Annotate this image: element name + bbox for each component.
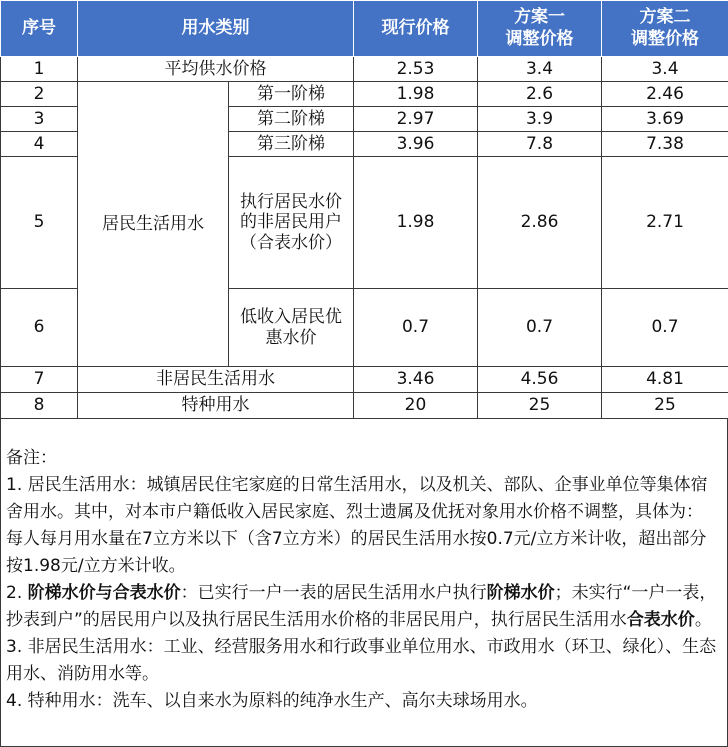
row-seq: 6 — [1, 289, 78, 367]
plan2-price: 2.46 — [602, 82, 728, 107]
plan1-price: 3.9 — [478, 107, 602, 132]
row-seq: 7 — [1, 367, 78, 393]
row-seq: 2 — [1, 82, 78, 107]
row-label: 平均供水价格 — [78, 57, 354, 82]
table-row — [1, 57, 728, 82]
header-plan2-line2: 调整价格 — [631, 28, 699, 49]
row-seq: 1 — [1, 57, 78, 82]
row-label-line2: 的非居民用户 — [240, 212, 342, 233]
note-2-text-2: ；未实行“一户一表，抄表到户”的居民用户以及执行居民生活用水价格的非居民用户，执行居民生活用水 — [6, 583, 717, 630]
notes-title: 备注： — [6, 448, 57, 468]
header-plan2-line1: 方案二 — [639, 7, 691, 28]
current-price: 2.53 — [354, 57, 478, 82]
note-2-term-combined: 合表水价 — [626, 610, 695, 630]
header-category: 用水类别 — [78, 1, 354, 57]
row-label — [229, 289, 354, 367]
plan1-price: 2.86 — [478, 157, 602, 289]
current-price: 20 — [354, 393, 478, 419]
note-2-text-3: 。 — [694, 610, 712, 630]
header-plan1-line1: 方案一 — [514, 7, 565, 28]
plan1-price: 2.6 — [478, 82, 602, 107]
row-seq: 5 — [1, 157, 78, 289]
row-label: 特种用水 — [78, 393, 354, 419]
row-label: 第二阶梯 — [229, 107, 354, 132]
note-2 — [6, 580, 717, 634]
note-2-term-tiered: 阶梯水价 — [486, 583, 555, 603]
current-price: 2.97 — [354, 107, 478, 132]
table-row — [1, 393, 728, 419]
plan1-price: 7.8 — [478, 132, 602, 157]
plan2-price: 0.7 — [602, 289, 728, 367]
header-row — [1, 1, 728, 57]
header-plan2 — [602, 1, 728, 57]
table-row — [1, 367, 728, 393]
plan1-price: 3.4 — [478, 57, 602, 82]
group-label-residential: 居民生活用水 — [78, 82, 229, 367]
note-3: 3. 非居民生活用水：工业、经营服务用水和行政事业单位用水、市政用水（环卫、绿化）、生态用水、消防用水等。 — [6, 637, 717, 684]
plan2-price: 2.71 — [602, 157, 728, 289]
plan2-price: 3.4 — [602, 57, 728, 82]
row-seq: 3 — [1, 107, 78, 132]
note-2-term-tiered-and-combined: 阶梯水价与合表水价 — [27, 583, 181, 603]
plan2-price: 3.69 — [602, 107, 728, 132]
header-plan1 — [478, 1, 602, 57]
row-seq: 8 — [1, 393, 78, 419]
current-price: 1.98 — [354, 157, 478, 289]
plan1-price: 0.7 — [478, 289, 602, 367]
row-label-line2: 惠水价 — [265, 327, 317, 348]
table-row — [1, 82, 728, 107]
row-label: 第三阶梯 — [229, 132, 354, 157]
current-price: 3.46 — [354, 367, 478, 393]
row-seq: 4 — [1, 132, 78, 157]
row-label-line3: （合表水价） — [240, 232, 342, 253]
row-label-line1: 低收入居民优 — [240, 307, 342, 328]
notes-section — [0, 418, 728, 747]
row-label-line1: 执行居民水价 — [240, 191, 342, 212]
note-2-prefix: 2. — [6, 583, 28, 603]
plan2-price: 4.81 — [602, 367, 728, 393]
row-label: 非居民生活用水 — [78, 367, 354, 393]
plan2-price: 7.38 — [602, 132, 728, 157]
note-1: 1. 居民生活用水：城镇居民住宅家庭的日常生活用水，以及机关、部队、企事业单位等集体宿舍用水。其中，对本市户籍低收入居民家庭、烈士遗属及优抚对象用水价格不调整，具体为：每人每月用水量在7立方米以下（含7立方米）的居民生活用水按0.7元/立方米计收，超出部分按1.98元/立方米计收。 — [6, 475, 708, 576]
row-label — [229, 157, 354, 289]
current-price: 3.96 — [354, 132, 478, 157]
header-current-price: 现行价格 — [354, 1, 478, 57]
header-seq: 序号 — [1, 1, 78, 57]
current-price: 1.98 — [354, 82, 478, 107]
current-price: 0.7 — [354, 289, 478, 367]
note-4: 4. 特种用水：洗车、以自来水为原料的纯净水生产、高尔夫球场用水。 — [6, 691, 538, 711]
note-2-text-1: ：已实行一户一表的居民生活用水户执行 — [180, 583, 487, 603]
plan1-price: 25 — [478, 393, 602, 419]
plan1-price: 4.56 — [478, 367, 602, 393]
plan2-price: 25 — [602, 393, 728, 419]
row-label: 第一阶梯 — [229, 82, 354, 107]
header-plan1-line2: 调整价格 — [505, 28, 574, 49]
